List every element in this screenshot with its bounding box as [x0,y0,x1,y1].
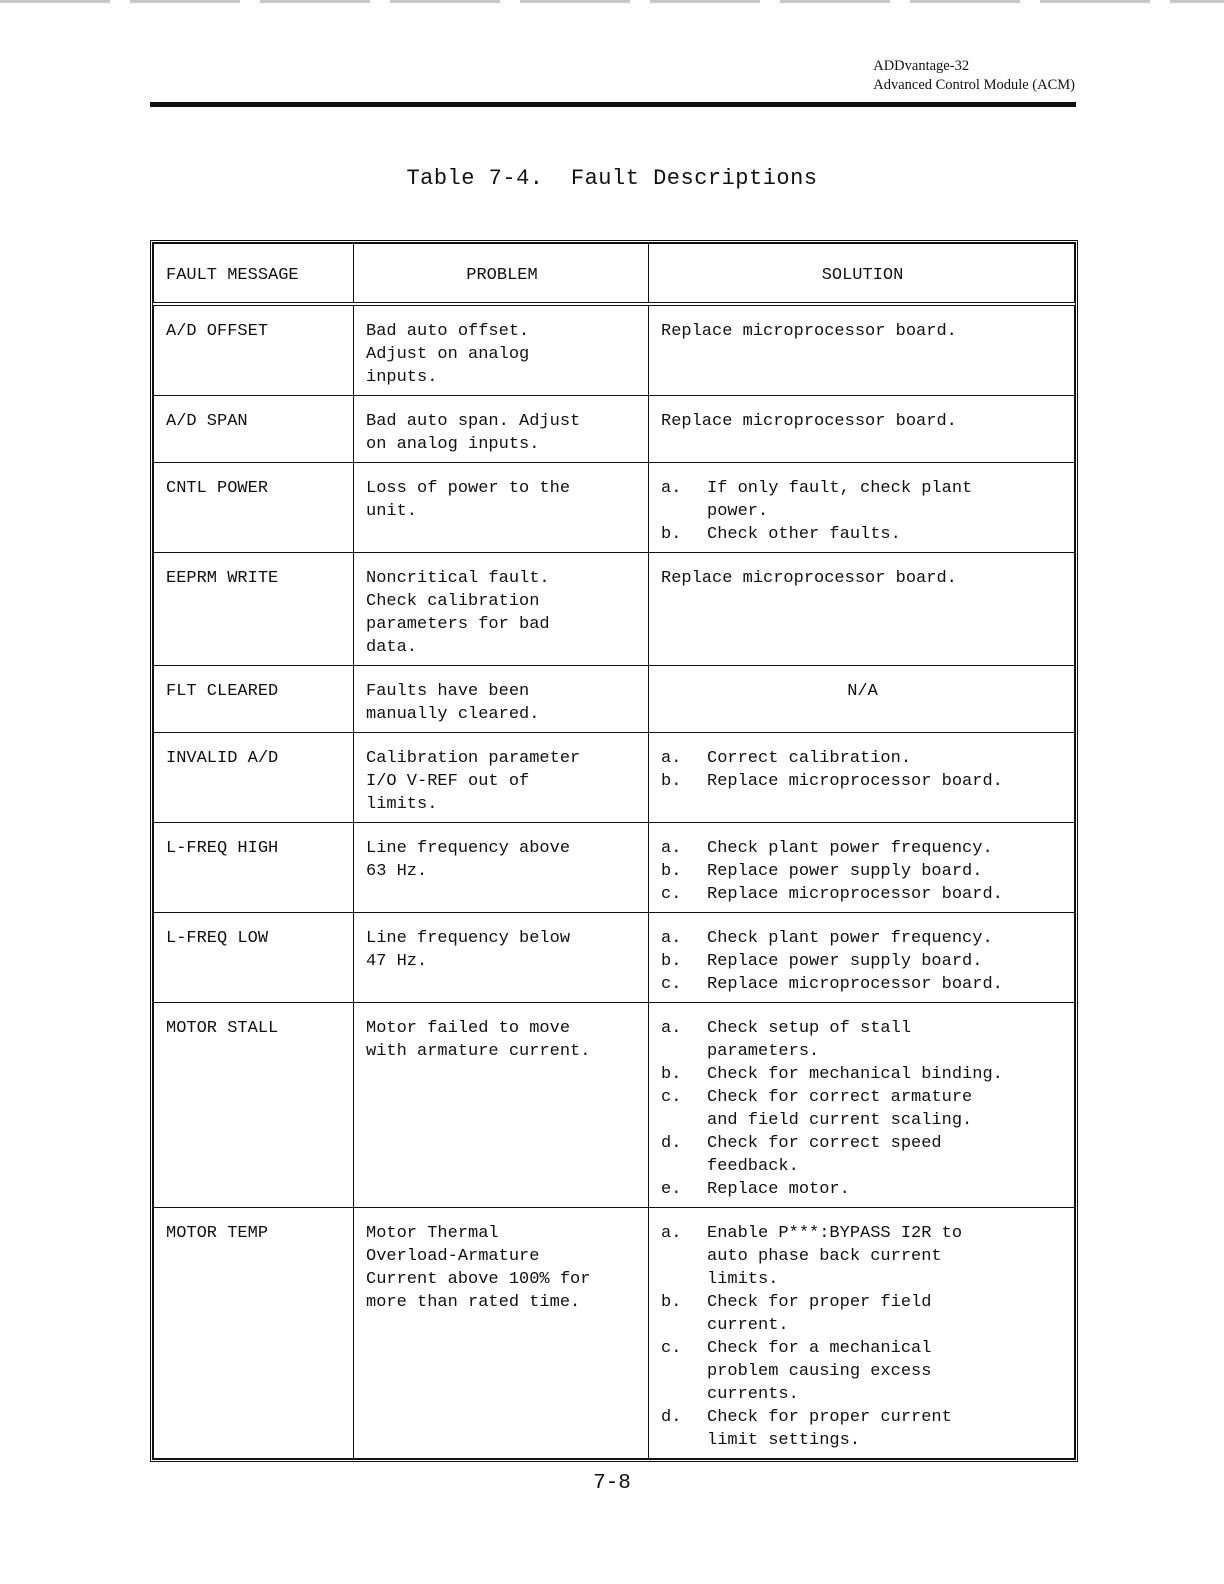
solution-step [661,950,1064,973]
solution-step [661,1178,1064,1201]
solution-cell [649,462,1075,552]
fault-message-cell: MOTOR STALL [154,1002,354,1207]
step-marker: a. [661,928,682,948]
step-marker: c. [661,1338,682,1358]
table-row [154,462,1075,552]
fault-message-cell: INVALID A/D [154,732,354,822]
step-text: Replace microprocessor board. [707,884,1003,904]
problem-cell: Bad auto offset. Adjust on analog inputs. [354,304,649,396]
step-marker: b. [661,1064,682,1084]
solution-step [661,1337,1064,1406]
step-text: Check for a mechanical problem causing excess currents. [707,1338,932,1404]
table-row [154,912,1075,1002]
step-marker: b. [661,951,682,971]
fault-message-cell: MOTOR TEMP [154,1207,354,1458]
problem-cell: Line frequency below 47 Hz. [354,912,649,1002]
solution-list [661,837,1064,906]
fault-message-cell: EEPRM WRITE [154,552,354,665]
solution-step [661,1017,1064,1063]
step-marker: b. [661,861,682,881]
solution-cell: N/A [649,665,1075,732]
step-text: Replace microprocessor board. [707,771,1003,791]
problem-cell: Bad auto span. Adjust on analog inputs. [354,395,649,462]
step-text: Replace power supply board. [707,861,983,881]
step-marker: d. [661,1133,682,1153]
step-text: Check for proper current limit settings. [707,1407,952,1450]
fault-message-cell: L-FREQ LOW [154,912,354,1002]
step-text: If only fault, check plant power. [707,478,973,521]
solution-step [661,860,1064,883]
step-text: Check for correct speed feedback. [707,1133,942,1176]
fault-message-cell: FLT CLEARED [154,665,354,732]
solution-cell: Replace microprocessor board. [649,552,1075,665]
solution-step [661,747,1064,770]
step-marker: a. [661,748,682,768]
fault-table [153,243,1075,1459]
step-text: Check for correct armature and field current scaling. [707,1087,973,1130]
solution-step [661,1132,1064,1178]
column-header-solution: SOLUTION [649,244,1075,304]
table-row [154,732,1075,822]
solution-cell [649,1207,1075,1458]
table-row [154,552,1075,665]
fault-message-cell: L-FREQ HIGH [154,822,354,912]
step-marker: c. [661,974,682,994]
solution-step [661,770,1064,793]
solution-step [661,973,1064,996]
solution-cell [649,912,1075,1002]
solution-list [661,927,1064,996]
fault-message-cell: CNTL POWER [154,462,354,552]
problem-cell: Line frequency above 63 Hz. [354,822,649,912]
problem-cell: Calibration parameter I/O V-REF out of limits. [354,732,649,822]
step-text: Check setup of stall parameters. [707,1018,912,1061]
solution-step [661,477,1064,523]
step-text: Check other faults. [707,524,901,544]
solution-cell: Replace microprocessor board. [649,395,1075,462]
solution-step [661,1406,1064,1452]
solution-list [661,1017,1064,1201]
table-row [154,1002,1075,1207]
header-rule [150,102,1076,107]
solution-cell [649,732,1075,822]
step-marker: d. [661,1407,682,1427]
solution-list [661,477,1064,546]
solution-cell [649,822,1075,912]
step-marker: e. [661,1179,682,1199]
table-header-row [154,244,1075,304]
table-title: Table 7-4. Fault Descriptions [406,166,818,191]
page-number: 7-8 [593,1472,631,1495]
solution-step [661,1222,1064,1291]
fault-message-cell: A/D OFFSET [154,304,354,396]
step-marker: a. [661,478,682,498]
step-marker: c. [661,1087,682,1107]
solution-step [661,927,1064,950]
table-body [154,304,1075,1459]
scan-edge [0,0,1224,3]
solution-step [661,1063,1064,1086]
table-row [154,395,1075,462]
solution-step [661,523,1064,546]
problem-cell: Motor Thermal Overload-Armature Current above 100% for more than rated time. [354,1207,649,1458]
step-marker: b. [661,771,682,791]
table-row [154,822,1075,912]
solution-step [661,1086,1064,1132]
step-marker: a. [661,1223,682,1243]
fault-table-frame [150,240,1078,1462]
step-text: Correct calibration. [707,748,912,768]
solution-step [661,1291,1064,1337]
problem-cell: Loss of power to the unit. [354,462,649,552]
step-marker: c. [661,884,682,904]
step-marker: a. [661,838,682,858]
step-text: Check for mechanical binding. [707,1064,1003,1084]
solution-cell [649,1002,1075,1207]
table-row [154,1207,1075,1458]
table-row [154,665,1075,732]
solution-step [661,883,1064,906]
step-text: Check plant power frequency. [707,928,993,948]
step-text: Replace motor. [707,1179,850,1199]
solution-list [661,747,1064,793]
step-text: Replace microprocessor board. [707,974,1003,994]
page-header [873,57,1075,95]
column-header-problem: PROBLEM [354,244,649,304]
problem-cell: Motor failed to move with armature current. [354,1002,649,1207]
step-marker: b. [661,524,682,544]
problem-cell: Faults have been manually cleared. [354,665,649,732]
step-marker: a. [661,1018,682,1038]
step-text: Enable P***:BYPASS I2R to auto phase back current limits. [707,1223,963,1289]
header-module: Advanced Control Module (ACM) [873,77,1075,93]
step-marker: b. [661,1292,682,1312]
step-text: Replace power supply board. [707,951,983,971]
solution-step [661,837,1064,860]
problem-cell: Noncritical fault. Check calibration parameters for bad data. [354,552,649,665]
solution-list [661,1222,1064,1452]
step-text: Check plant power frequency. [707,838,993,858]
table-row [154,304,1075,396]
step-text: Check for proper field current. [707,1292,932,1335]
column-header-fault-message: FAULT MESSAGE [154,244,354,304]
solution-cell: Replace microprocessor board. [649,304,1075,396]
header-product: ADDvantage-32 [873,58,970,74]
fault-message-cell: A/D SPAN [154,395,354,462]
